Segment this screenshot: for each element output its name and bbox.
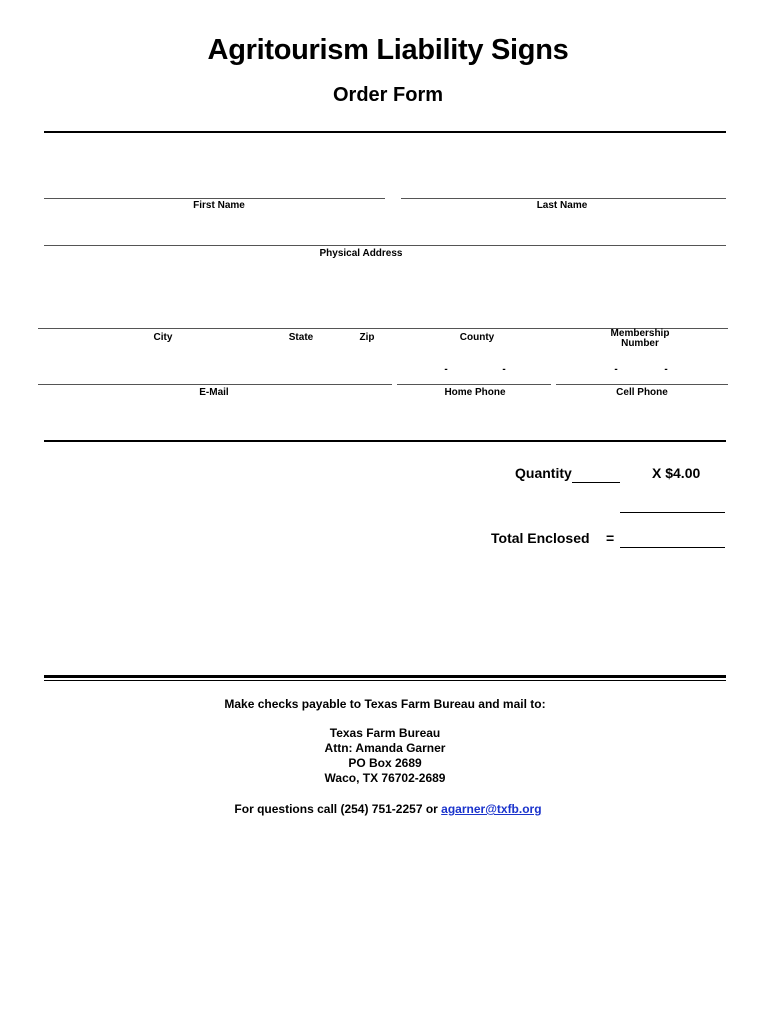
email-label: E-Mail (199, 387, 229, 398)
cell-phone-separator-1: - (614, 364, 618, 375)
county-label: County (459, 332, 495, 343)
membership-label-line2: Number (621, 338, 659, 349)
page-subtitle: Order Form (332, 84, 444, 106)
questions-line (0, 802, 770, 817)
address-attn: Attn: Amanda Garner (324, 741, 446, 755)
unit-price: X $4.00 (652, 465, 701, 481)
state-label: State (288, 332, 314, 343)
home-phone-separator-1: - (444, 364, 448, 375)
email-field[interactable] (38, 384, 392, 385)
membership-label-line1: Membership (610, 328, 670, 339)
payable-instructions: Make checks payable to Texas Farm Bureau and mail to: (224, 697, 546, 711)
footer-divider-thin (44, 680, 726, 681)
subtotal-field[interactable] (620, 512, 725, 513)
last-name-label: Last Name (536, 200, 588, 211)
header-divider (44, 131, 726, 133)
home-phone-label: Home Phone (444, 387, 506, 398)
address-org: Texas Farm Bureau (329, 726, 441, 740)
address-city-zip: Waco, TX 76702-2689 (324, 771, 446, 785)
zip-label: Zip (359, 332, 375, 343)
physical-address-field[interactable] (44, 245, 726, 246)
quantity-field[interactable] (572, 482, 620, 483)
home-phone-separator-2: - (502, 364, 506, 375)
city-label: City (153, 332, 173, 343)
page-title: Agritourism Liability Signs (207, 34, 569, 66)
quantity-label: Quantity (515, 465, 572, 481)
first-name-label: First Name (193, 200, 245, 211)
total-enclosed-field[interactable] (620, 547, 725, 548)
last-name-field[interactable] (401, 198, 726, 199)
total-equals-sign: = (606, 530, 615, 546)
contact-divider (44, 440, 726, 442)
first-name-field[interactable] (44, 198, 385, 199)
cell-phone-label: Cell Phone (616, 387, 668, 398)
home-phone-field[interactable] (397, 384, 551, 385)
cell-phone-separator-2: - (664, 364, 668, 375)
mailing-address (0, 726, 770, 786)
footer-divider-thick (44, 675, 726, 678)
membership-label (590, 329, 690, 349)
cell-phone-field[interactable] (556, 384, 728, 385)
total-enclosed-label: Total Enclosed (491, 530, 590, 546)
address-po-box: PO Box 2689 (348, 756, 422, 770)
contact-email-link[interactable]: agarner@txfb.org (441, 802, 542, 816)
physical-address-label: Physical Address (319, 248, 403, 259)
questions-text: For questions call (254) 751-2257 or (234, 802, 442, 816)
